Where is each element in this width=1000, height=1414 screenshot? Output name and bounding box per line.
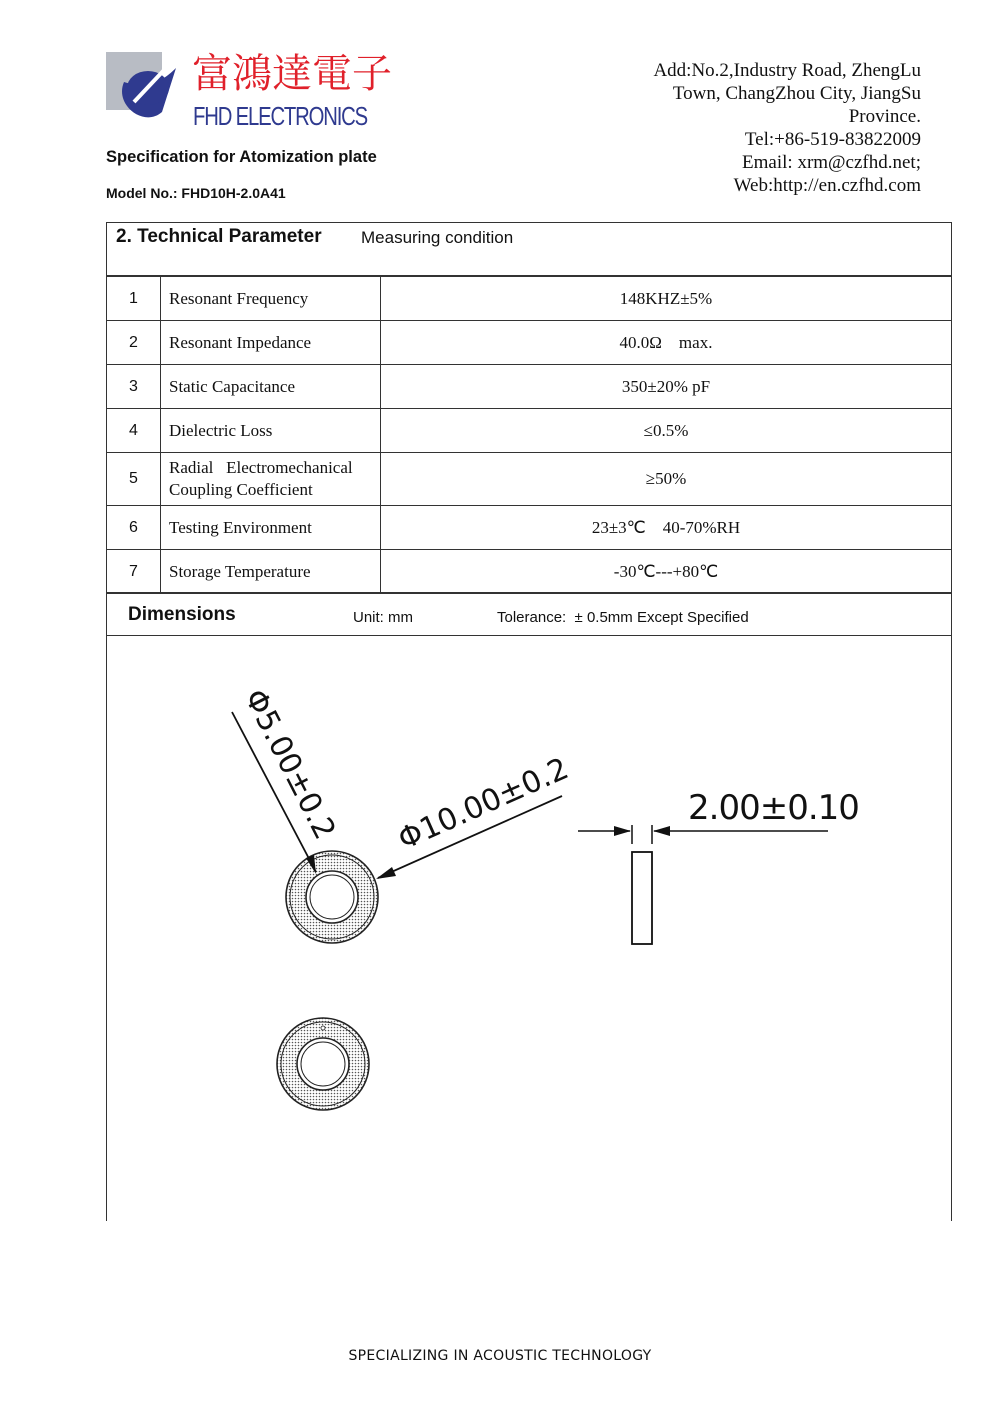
spec-title: Specification for Atomization plate (106, 148, 377, 166)
company-name-english: FHD ELECTRONICS (193, 101, 368, 131)
thickness-label: 2.00±0.10 (688, 788, 859, 828)
parameter-value: 148KHZ±5% (381, 277, 952, 321)
website-line: Web:http://en.czfhd.com (733, 175, 921, 196)
row-number: 6 (107, 506, 161, 550)
parameter-name: Static Capacitance (161, 365, 381, 409)
row-number: 1 (107, 277, 161, 321)
parameter-value: ≤0.5% (381, 409, 952, 453)
parameter-name: Resonant Frequency (161, 277, 381, 321)
parameter-name: Radial Electromechanical Coupling Coefficient (161, 453, 381, 506)
parameter-name: Dielectric Loss (161, 409, 381, 453)
inner-diameter-label: Φ5.00±0.2 (236, 683, 343, 846)
ring-top-view (286, 851, 378, 943)
address-line: Province. (848, 106, 921, 127)
row-number: 5 (107, 453, 161, 506)
row-number: 4 (107, 409, 161, 453)
parameter-value: 23±3℃ 40-70%RH (381, 506, 952, 550)
email-line: Email: xrm@czfhd.net; (742, 152, 921, 173)
parameter-value: 350±20% pF (381, 365, 952, 409)
ring-bottom-view (277, 1018, 369, 1110)
parameter-value: 40.0Ω max. (381, 321, 952, 365)
unit-label: Unit: mm (353, 609, 413, 626)
parameter-name: Storage Temperature (161, 550, 381, 594)
outer-diameter-label: Φ10.00±0.2 (393, 751, 574, 858)
address-line: Add:No.2,Industry Road, ZhengLu (653, 60, 921, 81)
parameter-value: ≥50% (381, 453, 952, 506)
phone-line: Tel:+86-519-83822009 (744, 129, 921, 150)
row-number: 2 (107, 321, 161, 365)
measuring-condition-label: Measuring condition (361, 228, 514, 247)
company-name-chinese: 富鴻達電子 (192, 51, 392, 97)
side-view-plate (578, 825, 828, 944)
dimensions-title: Dimensions (128, 604, 236, 625)
parameter-name: Resonant Impedance (161, 321, 381, 365)
footer-slogan: SPECIALIZING IN ACOUSTIC TECHNOLOGY (348, 1348, 652, 1364)
address-line: Town, ChangZhou City, JiangSu (672, 83, 921, 104)
model-number: Model No.: FHD10H-2.0A41 (106, 185, 286, 201)
tolerance-label: Tolerance: ± 0.5mm Except Specified (497, 609, 749, 626)
parameter-name: Testing Environment (161, 506, 381, 550)
section-title: 2. Technical Parameter (116, 226, 322, 247)
parameter-value: -30℃---+80℃ (381, 550, 952, 594)
row-number: 3 (107, 365, 161, 409)
row-number: 7 (107, 550, 161, 594)
